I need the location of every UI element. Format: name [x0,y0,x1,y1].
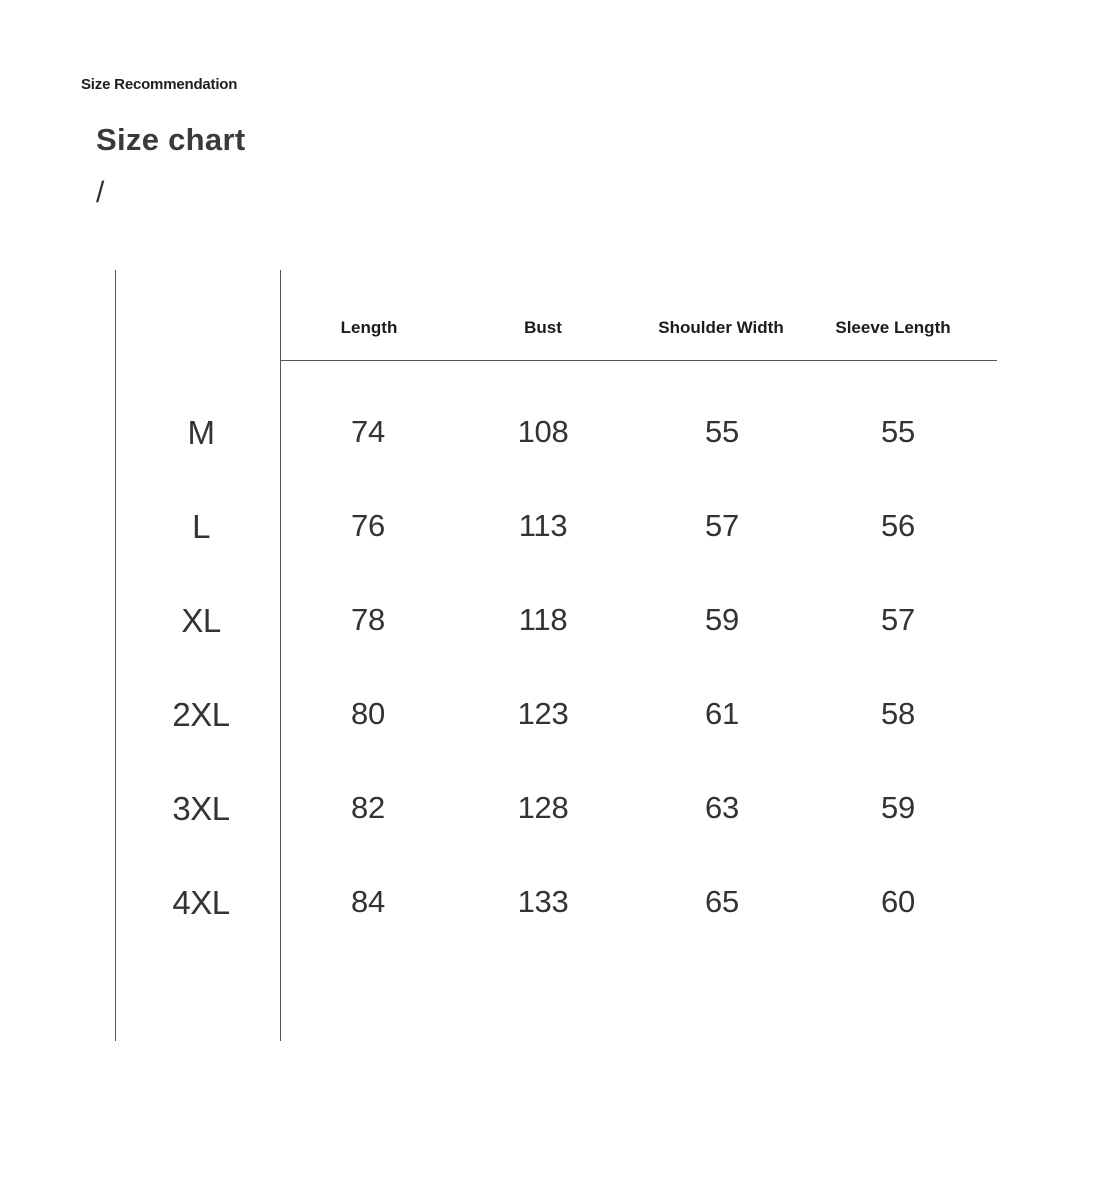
cell-sleeve-length: 58 [881,696,915,731]
row-size-label: 3XL [172,790,230,827]
cell-bust: 113 [518,508,568,543]
cell-shoulder-width: 59 [705,602,739,637]
column-header-bust: Bust [524,318,562,337]
cell-length: 82 [351,790,385,825]
cell-length: 74 [351,414,385,449]
column-header-sleeve-length: Sleeve Length [835,318,951,337]
cell-shoulder-width: 57 [705,508,739,543]
cell-shoulder-width: 63 [705,790,739,825]
cell-length: 80 [351,696,385,731]
cell-sleeve-length: 55 [881,414,915,449]
cell-shoulder-width: 65 [705,884,739,919]
row-size-label: XL [181,602,221,639]
cell-bust: 108 [517,414,569,449]
page-title: Size chart [96,122,246,157]
cell-sleeve-length: 56 [881,508,915,543]
cell-bust: 128 [517,790,569,825]
row-size-label: 4XL [172,884,230,921]
cell-bust: 123 [517,696,569,731]
table-size-column-divider [280,270,281,1041]
cell-sleeve-length: 57 [881,602,915,637]
section-label: Size Recommendation [81,76,238,93]
cell-length: 76 [351,508,385,543]
row-size-label: L [192,508,210,545]
cell-sleeve-length: 59 [881,790,915,825]
title-separator: / [96,176,105,209]
cell-shoulder-width: 61 [705,696,739,731]
row-size-label: 2XL [172,696,230,733]
table-left-border [115,270,116,1041]
column-header-shoulder-width: Shoulder Width [658,318,784,337]
table-header-divider [281,360,997,361]
cell-bust: 118 [518,602,568,637]
cell-shoulder-width: 55 [705,414,739,449]
cell-bust: 133 [517,884,569,919]
cell-sleeve-length: 60 [881,884,915,919]
row-size-label: M [187,414,215,451]
cell-length: 84 [351,884,385,919]
column-header-length: Length [340,318,398,337]
cell-length: 78 [351,602,385,637]
